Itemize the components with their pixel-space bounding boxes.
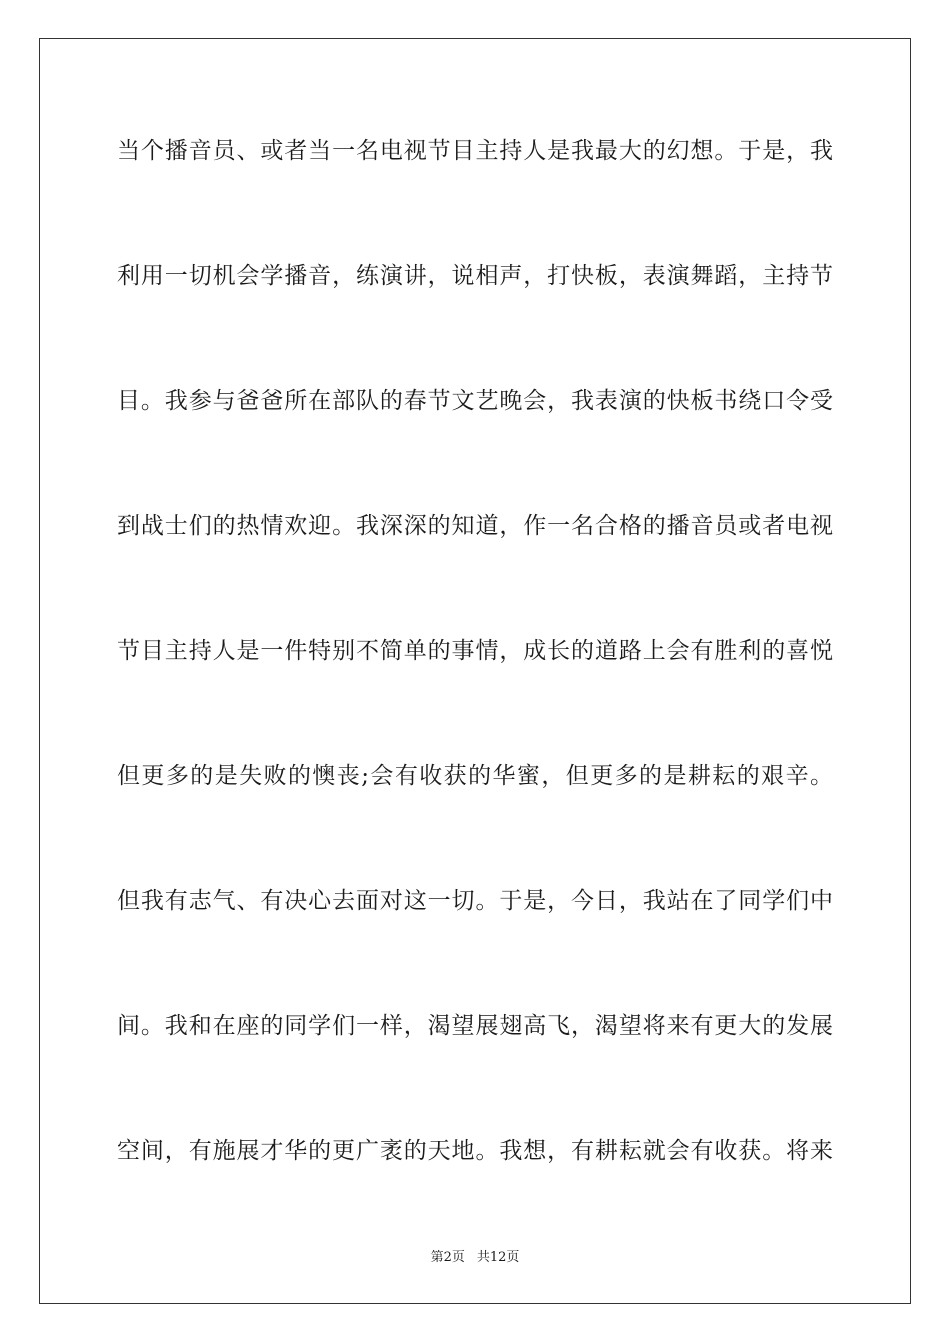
page-border <box>39 38 911 1304</box>
page-number: 第2页 <box>430 1250 465 1265</box>
body-text-line-3: 目。我参与爸爸所在部队的春节文艺晚会，我表演的快板书绕口令受 <box>117 388 833 414</box>
body-text-line-1: 当个播音员、或者当一名电视节目主持人是我最大的幻想。于是，我 <box>117 138 833 164</box>
page-total: 共12页 <box>476 1250 520 1265</box>
body-text-line-2: 利用一切机会学播音，练演讲，说相声，打快板，表演舞蹈，主持节 <box>117 263 833 289</box>
body-text-line-9: 空间，有施展才华的更广袤的天地。我想，有耕耘就会有收获。将来 <box>117 1138 833 1164</box>
body-text-line-7: 但我有志气、有决心去面对这一切。于是，今日，我站在了同学们中 <box>117 888 833 914</box>
body-text-line-5: 节目主持人是一件特别不简单的事情，成长的道路上会有胜利的喜悦 <box>117 638 833 664</box>
page-footer <box>0 1249 950 1267</box>
body-text-line-6: 但更多的是失败的懊丧;会有收获的华蜜，但更多的是耕耘的艰辛。 <box>117 763 833 789</box>
body-text-line-4: 到战士们的热情欢迎。我深深的知道，作一名合格的播音员或者电视 <box>117 513 833 539</box>
body-text-line-8: 间。我和在座的同学们一样，渴望展翅高飞，渴望将来有更大的发展 <box>117 1013 833 1039</box>
